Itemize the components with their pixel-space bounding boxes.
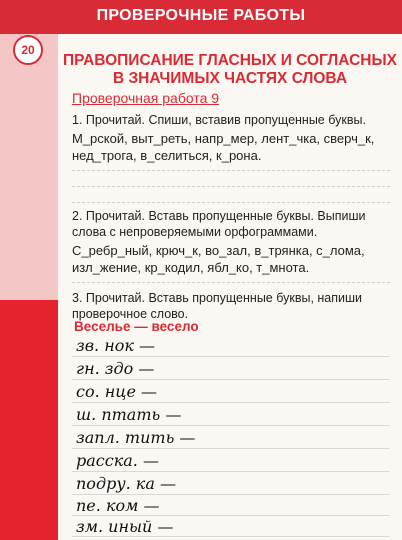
task-2-words-line-2: изл_жение, кр_кодил, ябл_ко, т_мнота.	[72, 260, 310, 275]
task-1-instruction: 1. Прочитай. Спиши, вставив пропущенные буквы.	[72, 113, 366, 127]
writing-line	[72, 402, 390, 403]
writing-line	[72, 425, 390, 426]
worksheet-title	[58, 52, 402, 88]
worksheet-title-line-2: В ЗНАЧИМЫХ ЧАСТЯХ СЛОВА	[112, 70, 348, 87]
writing-line	[72, 494, 390, 495]
worksheet-title-line-1: ПРАВОПИСАНИЕ ГЛАСНЫХ И СОГЛАСНЫХ	[62, 52, 398, 69]
worksheet-page	[58, 34, 402, 540]
handwritten-word: зм. иный —	[76, 517, 174, 536]
page-number-badge: 20	[13, 35, 43, 65]
task-1-words	[72, 130, 390, 164]
task-1-words-line-2: нед_трога, в_селиться, к_рона.	[72, 148, 262, 163]
task-3-instruction: 3. Прочитай. Вставь пропущенные буквы, напиши проверочное слово.	[72, 291, 363, 321]
task-2-words-line-1: С_ребр_ный, крюч_к, во_зал, в_трянка, с_лома,	[72, 243, 365, 258]
side-color-band	[0, 0, 58, 540]
task-1-words-line-1: М_рской, выт_реть, напр_мер, лент_чка, сверч_к,	[72, 131, 375, 146]
writing-line	[72, 448, 390, 449]
worksheet-subtitle: Проверочная работа 9	[72, 90, 220, 106]
writing-line	[72, 170, 390, 171]
writing-line	[72, 379, 390, 380]
handwritten-word: гн. здо —	[76, 359, 155, 378]
handwritten-word: запл. тить —	[76, 428, 196, 447]
handwritten-word: пе. ком —	[76, 496, 160, 515]
task-3-sample: Веселье — весело	[74, 319, 199, 334]
task-2-words	[72, 242, 390, 276]
writing-line	[72, 536, 390, 537]
handwritten-word: подру. ка —	[76, 474, 176, 493]
writing-line	[72, 202, 390, 203]
handwritten-word: зв. нок —	[76, 336, 156, 355]
header-title: ПРОВЕРОЧНЫЕ РАБОТЫ	[96, 7, 306, 24]
writing-line	[72, 282, 390, 283]
handwritten-word: со. нце —	[76, 382, 158, 401]
handwritten-word: расска. —	[76, 451, 159, 470]
writing-line	[72, 186, 390, 187]
writing-line	[72, 356, 390, 357]
task-2-instruction: 2. Прочитай. Вставь пропущенные буквы. Выпиши слова с непроверяемыми орфограммами.	[72, 209, 366, 239]
writing-line	[72, 515, 390, 516]
handwritten-word: ш. птать —	[76, 405, 182, 424]
writing-line	[72, 471, 390, 472]
